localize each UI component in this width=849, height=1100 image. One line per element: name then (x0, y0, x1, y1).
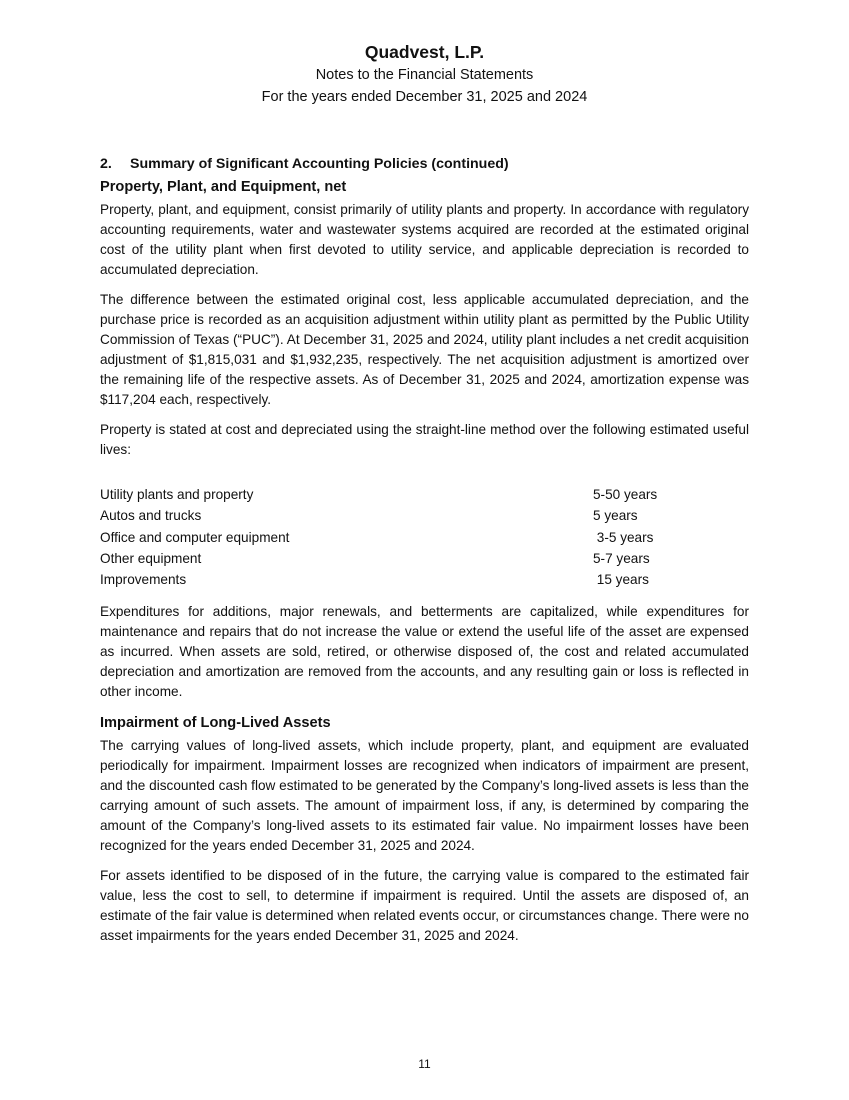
ppe-paragraph-4: Expenditures for additions, major renewals, and betterments are capitalized, while expenditures for maintenance and repairs that do not increase the value or extend the useful life of the asset are expensed as incurred. When assets are sold, retired, or otherwise disposed of, the cost and related accumulated depreciation and amortization are removed from the accounts, and any resulting gain or loss is reflected in other income. (100, 604, 749, 700)
impairment-paragraph-1: The carrying values of long-lived assets, which include property, plant, and equipment are evaluated periodically for impairment. Impairment losses are recognized when indicators of impairment are present, and the discounted cash flow estimated to be generated by the Company’s long-lived assets is less than the carrying amount of such assets. The amount of impairment loss, if any, is determined by comparing the amount of the Company’s long-lived assets to its estimated fair value. No impairment losses have been recognized for the years ended December 31, 2025 and 2024. (100, 738, 749, 854)
reporting-period: For the years ended December 31, 2025 and 2024 (261, 89, 588, 105)
company-name: Quadvest, L.P. (364, 42, 485, 62)
useful-life-years: 5-7 years (593, 550, 650, 566)
useful-life-years: 5-50 years (593, 487, 658, 502)
useful-life-row (100, 527, 749, 548)
ppe-paragraph-2: The difference between the estimated original cost, less applicable accumulated depreciation, and the purchase price is recorded as an acquisition adjustment within utility plant as permitted by the Public Utility Commission of Texas (“PUC”). At December 31, 2025 and 2024, utility plant includes a net credit acquisition adjustment of $1,815,031 and $1,932,235, respectively. The net acquisition adjustment is amortized over the remaining life of the respective assets. As of December 31, 2025 and 2024, amortization expense was $117,204 each, respectively. (100, 292, 749, 407)
useful-life-row (100, 569, 749, 590)
impairment-heading: Impairment of Long-Lived Assets (100, 715, 331, 732)
section-number: 2. (100, 156, 112, 172)
notes-body (100, 154, 749, 956)
section-title: Summary of Significant Accounting Policies (continued) (130, 156, 509, 172)
page-number: 11 (418, 1057, 431, 1071)
asset-class: Improvements (100, 572, 187, 588)
asset-class: Utility plants and property (100, 487, 254, 502)
impairment-paragraph-2: For assets identified to be disposed of in the future, the carrying value is compared to the estimated fair value, less the cost to sell, to determine if impairment is required. Until the assets are disposed of, an estimate of the fair value is determined when related events occur, or circumstances change. There were no asset impairments for the years ended December 31, 2025 and 2024. (100, 868, 749, 944)
page-header (0, 40, 849, 108)
useful-life-row (100, 548, 749, 569)
ppe-paragraph-3: Property is stated at cost and depreciated using the straight-line method over the following estimated useful lives: (100, 422, 749, 457)
asset-class: Other equipment (100, 550, 202, 566)
ppe-paragraph-1: Property, plant, and equipment, consist primarily of utility plants and property. In accordance with regulatory accounting requirements, water and wastewater systems acquired are recorded at the estimated original cost of the utility plant when first devoted to utility service, and applicable depreciation is recorded to accumulated depreciation. (100, 202, 749, 277)
useful-life-years: 15 years (593, 572, 649, 588)
useful-life-row (100, 505, 749, 526)
useful-life-years: 5 years (593, 508, 638, 524)
ppe-heading: Property, Plant, and Equipment, net (100, 179, 347, 195)
useful-life-years: 3-5 years (593, 529, 654, 545)
asset-class: Autos and trucks (100, 508, 202, 524)
section-heading (100, 154, 749, 174)
useful-lives-table (100, 484, 749, 590)
useful-life-row (100, 484, 749, 505)
asset-class: Office and computer equipment (100, 529, 290, 545)
document-subtitle: Notes to the Financial Statements (315, 67, 534, 83)
